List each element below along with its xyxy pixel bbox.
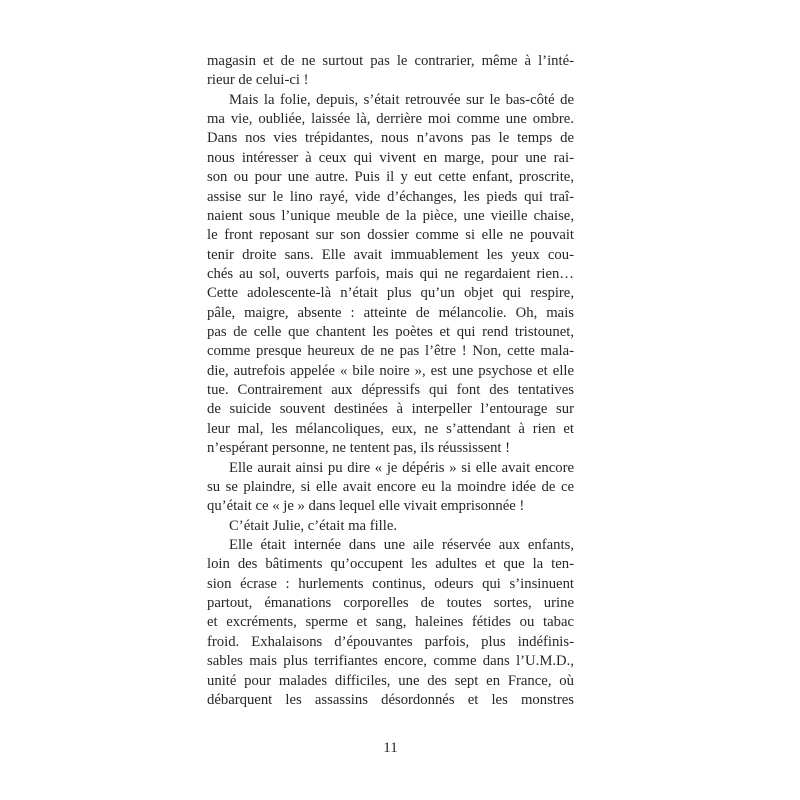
text-line: chés au sol, ouverts parfois, mais qui ne regardaient rien… <box>207 265 574 282</box>
text-line: sables mais plus terrifiantes encore, comme dans l’U.M.D., <box>207 653 574 670</box>
text-line: assise sur le lino rayé, vide d’échanges, les pieds qui traî- <box>207 188 574 205</box>
text-line: Elle était internée dans une aile réservée aux enfants, <box>229 536 574 553</box>
text-line: die, autrefois appelée « bile noire », est une psychose et elle <box>207 362 574 379</box>
text-line: unité pour malades difficiles, une des sept en France, où <box>207 672 574 689</box>
paragraph <box>207 459 574 517</box>
text-line: débarquent les assassins désordonnés et les monstres <box>207 691 574 708</box>
body-text <box>207 52 574 710</box>
text-line: de suicide souvent destinées à interpeller l’entourage sur <box>207 401 574 418</box>
text-line: tue. Contrairement aux dépressifs qui font des tentatives <box>207 382 574 399</box>
text-line: naient sous l’unique meuble de la pièce, une vieille chaise, <box>207 207 574 224</box>
text-line: magasin et de ne surtout pas le contrarier, même à l’inté- <box>207 53 574 69</box>
paragraph <box>207 536 574 710</box>
text-line: su se plaindre, si elle avait encore eu la moindre idée de ce <box>207 478 574 495</box>
page-number: 11 <box>383 740 398 756</box>
text-line: n’espérant personne, ne tentent pas, ils réussissent ! <box>207 440 511 457</box>
text-line: et excréments, sperme et sang, haleines fétides ou tabac <box>207 614 574 631</box>
text-line: partout, émanations corporelles de toutes sortes, urine <box>207 595 574 612</box>
text-line: nous intéresser à ceux qui vivent en marge, pour une rai- <box>207 149 574 166</box>
text-line: froid. Exhalaisons d’épouvantes parfois, plus indéfinis- <box>207 633 574 650</box>
text-line: Elle aurait ainsi pu dire « je dépéris » si elle avait encore <box>229 459 574 476</box>
text-line: Dans nos vies trépidantes, nous n’avons pas le temps de <box>207 130 574 147</box>
text-line: rieur de celui-ci ! <box>207 72 309 89</box>
text-line: ma vie, oubliée, laissée là, derrière moi comme une ombre. <box>207 111 574 128</box>
paragraph <box>207 91 574 459</box>
text-line: son ou pour une autre. Puis il y eut cette enfant, proscrite, <box>207 169 574 186</box>
text-line: C’était Julie, c’était ma fille. <box>229 517 398 534</box>
text-line: sion écrase : hurlements continus, odeurs qui s’insinuent <box>207 575 574 592</box>
text-line: qu’était ce « je » dans lequel elle vivait emprisonnée ! <box>207 498 525 515</box>
text-line: comme presque heureux de ne pas l’être ! Non, cette mala- <box>207 343 574 360</box>
paragraph <box>207 517 574 536</box>
text-line: tenir droite sans. Elle avait immuablement les yeux cou- <box>207 246 574 263</box>
text-line: loin des bâtiments qu’occupent les adultes et que la ten- <box>207 556 574 573</box>
text-line: Cette adolescente-là n’était plus qu’un objet qui respire, <box>207 285 574 302</box>
text-line: pas de celle que chantent les poètes et qui rend tristounet, <box>207 324 574 341</box>
paragraph <box>207 52 574 91</box>
text-line: leur mal, les mélancoliques, eux, ne s’attendant à rien et <box>207 420 574 437</box>
text-line: Mais la folie, depuis, s’était retrouvée sur le bas-côté de <box>229 91 574 108</box>
text-line: le front reposant sur son dossier comme si elle ne pouvait <box>207 227 574 244</box>
text-line: pâle, maigre, absente : atteinte de mélancolie. Oh, mais <box>207 304 574 321</box>
